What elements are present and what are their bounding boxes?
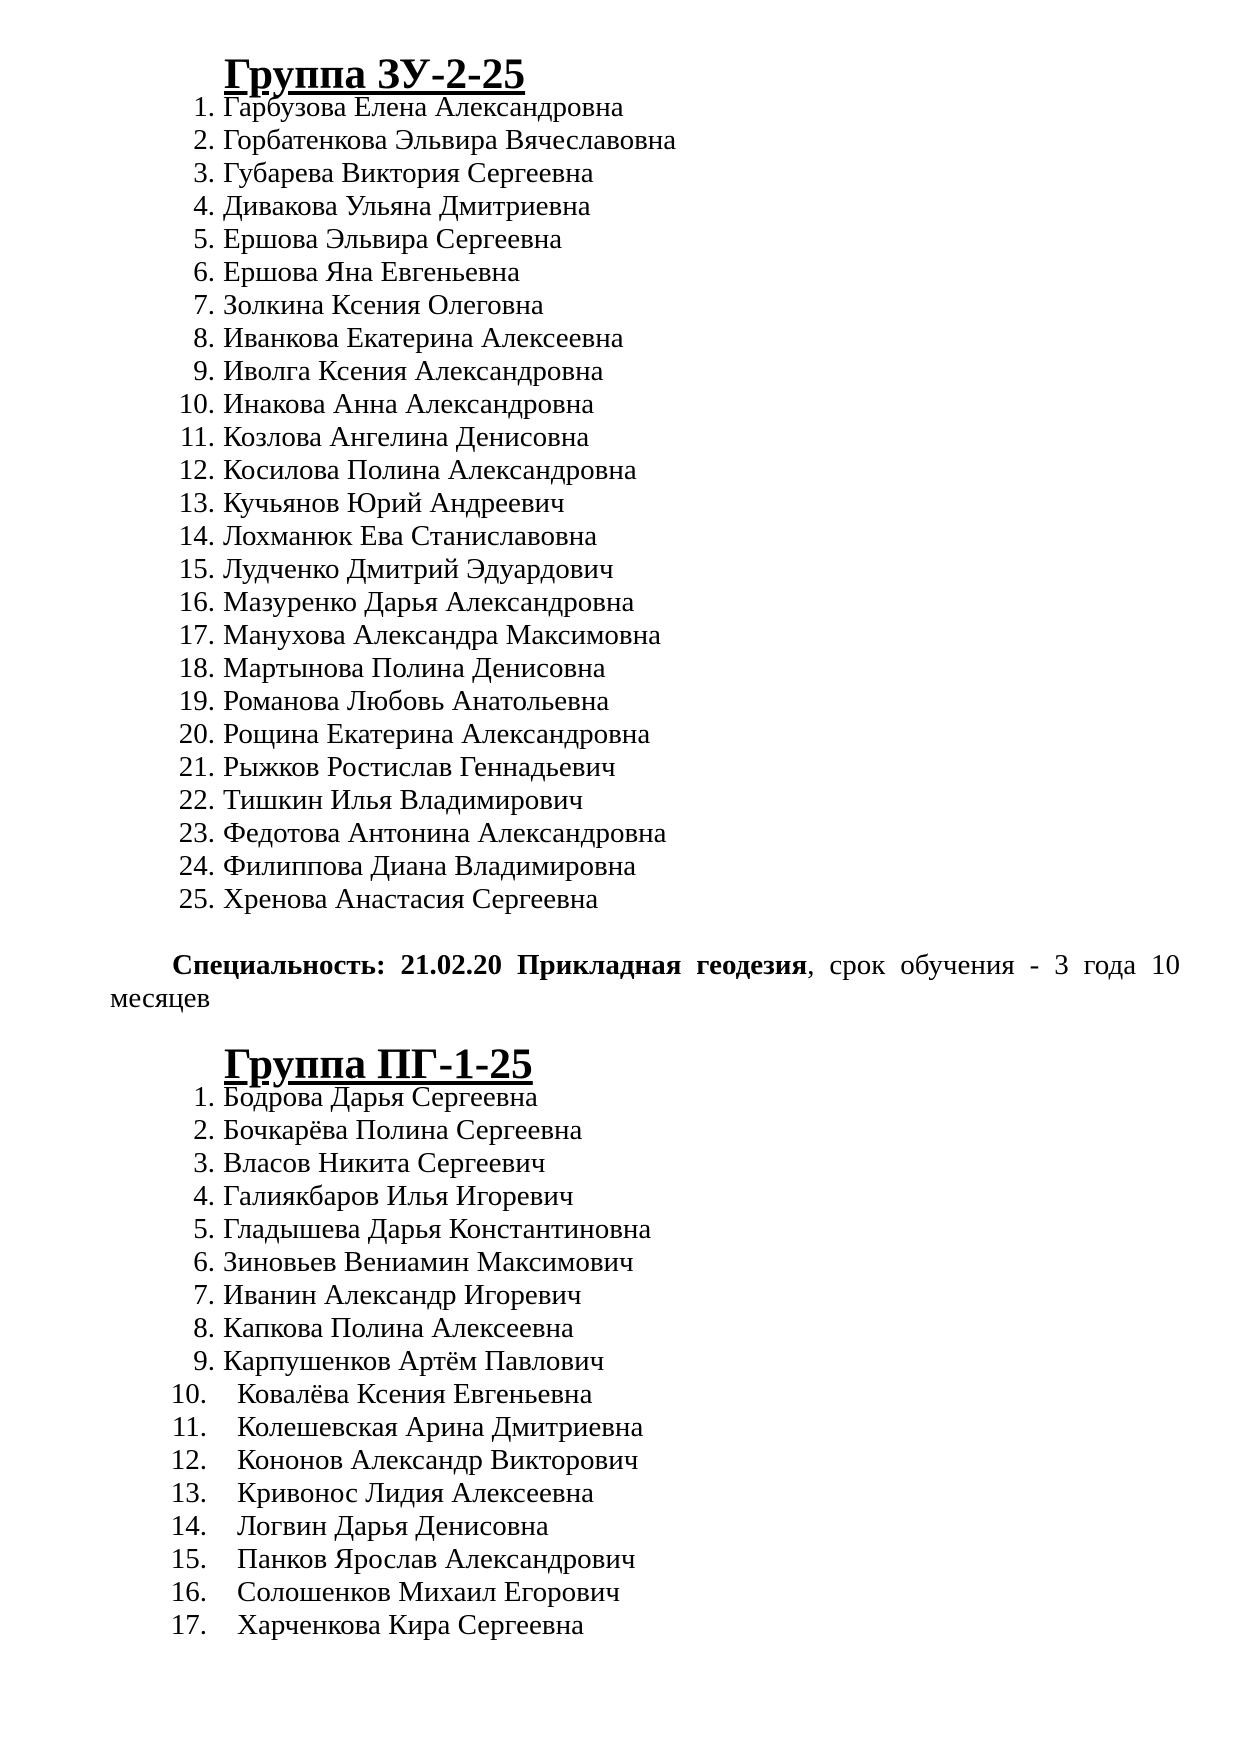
list-item (110, 322, 1180, 355)
list-item (110, 256, 1180, 289)
student-name: Харченкова Кира Сергеевна (237, 1609, 585, 1641)
list-item (110, 223, 1180, 256)
student-name: Ковалёва Ксения Евгеньевна (237, 1378, 593, 1410)
student-name: Иволга Ксения Александровна (223, 355, 604, 387)
student-name: Хренова Анастасия Сергеевна (223, 883, 599, 915)
group1-list (110, 91, 1180, 916)
student-name: Бочкарёва Полина Сергеевна (223, 1114, 583, 1146)
list-item-number: 4. (193, 190, 215, 222)
list-item (110, 553, 1180, 586)
student-name: Лохманюк Ева Станиславовна (223, 520, 598, 552)
list-item (110, 388, 1180, 421)
student-name: Галиякбаров Илья Игоревич (223, 1180, 574, 1212)
list-item-number: 8. (193, 1312, 215, 1344)
student-name: Дивакова Ульяна Дмитриевна (223, 190, 591, 222)
list-item-number: 14. (170, 1510, 207, 1542)
list-item (110, 685, 1180, 718)
list-item-number: 6. (193, 1246, 215, 1278)
list-item (110, 355, 1180, 388)
list-item-number: 6. (193, 256, 215, 288)
list-item (110, 1081, 1180, 1114)
list-item-number: 24. (178, 850, 215, 882)
list-item (110, 1477, 1180, 1510)
list-item (110, 817, 1180, 850)
list-item-number: 12. (178, 454, 215, 486)
list-item (110, 421, 1180, 454)
list-item (110, 454, 1180, 487)
list-item (110, 1444, 1180, 1477)
list-item-number: 15. (170, 1543, 207, 1575)
group1-title: Группа ЗУ-2-25 (224, 50, 526, 98)
list-item-number: 10. (170, 1378, 207, 1410)
list-item (110, 751, 1180, 784)
group2-list (110, 1081, 1180, 1642)
list-item-number: 10. (178, 388, 215, 420)
list-item-number: 1. (193, 1081, 215, 1113)
list-item (110, 1147, 1180, 1180)
student-name: Мартынова Полина Денисовна (223, 652, 606, 684)
group2-title: Группа ПГ-1-25 (224, 1040, 533, 1088)
list-item-number: 25. (178, 883, 215, 915)
student-name: Капкова Полина Алексеевна (223, 1312, 574, 1344)
student-name: Кононов Александр Викторович (237, 1444, 639, 1476)
list-item (110, 718, 1180, 751)
list-item-number: 1. (193, 91, 215, 123)
list-item (110, 619, 1180, 652)
student-name: Золкина Ксения Олеговна (223, 289, 544, 321)
specialty-line2: месяцев (110, 982, 211, 1014)
list-item-number: 4. (193, 1180, 215, 1212)
list-item (110, 1345, 1180, 1378)
list-item-number: 16. (170, 1576, 207, 1608)
student-name: Тишкин Илья Владимирович (223, 784, 584, 816)
student-name: Рыжков Ростислав Геннадьевич (223, 751, 616, 783)
list-item (110, 1411, 1180, 1444)
list-item (110, 91, 1180, 124)
list-item (110, 124, 1180, 157)
student-name: Зиновьев Вениамин Максимович (223, 1246, 634, 1278)
student-name: Панков Ярослав Александрович (237, 1543, 636, 1575)
list-item-number: 22. (178, 784, 215, 816)
student-name: Колешевская Арина Дмитриевна (237, 1411, 644, 1443)
list-item (110, 1312, 1180, 1345)
list-item (110, 1246, 1180, 1279)
student-name: Лудченко Дмитрий Эдуардович (223, 553, 614, 585)
student-name: Филиппова Диана Владимировна (223, 850, 637, 882)
list-item-number: 17. (170, 1609, 207, 1641)
specialty-regular-text: , срок обучения - 3 года 10 (807, 949, 1180, 981)
list-item-number: 12. (170, 1444, 207, 1476)
student-name: Ершова Яна Евгеньевна (223, 256, 520, 288)
list-item (110, 289, 1180, 322)
list-item-number: 17. (178, 619, 215, 651)
student-name: Рощина Екатерина Александровна (223, 718, 651, 750)
student-name: Мазуренко Дарья Александровна (223, 586, 635, 618)
list-item-number: 23. (178, 817, 215, 849)
list-item-number: 20. (178, 718, 215, 750)
list-item (110, 1279, 1180, 1312)
list-item (110, 157, 1180, 190)
student-name: Федотова Антонина Александровна (223, 817, 667, 849)
list-item (110, 784, 1180, 817)
student-name: Губарева Виктория Сергеевна (223, 157, 594, 189)
specialty-paragraph (110, 949, 1180, 1015)
student-name: Инакова Анна Александровна (223, 388, 595, 420)
list-item-number: 7. (193, 1279, 215, 1311)
list-item-number: 18. (178, 652, 215, 684)
list-item-number: 13. (178, 487, 215, 519)
list-item-number: 7. (193, 289, 215, 321)
list-item (110, 652, 1180, 685)
student-name: Логвин Дарья Денисовна (237, 1510, 549, 1542)
student-name: Гарбузова Елена Александровна (223, 91, 624, 123)
list-item (110, 1114, 1180, 1147)
student-name: Кучьянов Юрий Андреевич (223, 487, 565, 519)
list-item-number: 11. (179, 421, 215, 453)
list-item-number: 19. (178, 685, 215, 717)
list-item (110, 883, 1180, 916)
list-item (110, 1576, 1180, 1609)
list-item-number: 2. (193, 124, 215, 156)
student-name: Косилова Полина Александровна (223, 454, 637, 486)
list-item (110, 1180, 1180, 1213)
student-name: Солошенков Михаил Егорович (237, 1576, 620, 1608)
list-item-number: 14. (178, 520, 215, 552)
list-item-number: 16. (178, 586, 215, 618)
list-item-number: 3. (193, 157, 215, 189)
student-name: Козлова Ангелина Денисовна (223, 421, 590, 453)
specialty-line1 (110, 949, 1180, 982)
list-item (110, 850, 1180, 883)
student-name: Бодрова Дарья Сергеевна (223, 1081, 538, 1113)
student-name: Ершова Эльвира Сергеевна (223, 223, 563, 255)
list-item (110, 487, 1180, 520)
student-name: Власов Никита Сергеевич (223, 1147, 546, 1179)
student-name: Романова Любовь Анатольевна (223, 685, 610, 717)
specialty-bold-text: Специальность: 21.02.20 Прикладная геодезия (172, 949, 808, 981)
list-item (110, 1543, 1180, 1576)
list-item-number: 2. (193, 1114, 215, 1146)
student-name: Карпушенков Артём Павлович (223, 1345, 605, 1377)
list-item-number: 8. (193, 322, 215, 354)
list-item (110, 1213, 1180, 1246)
list-item-number: 3. (193, 1147, 215, 1179)
list-item (110, 1378, 1180, 1411)
list-item-number: 9. (193, 1345, 215, 1377)
list-item (110, 520, 1180, 553)
list-item-number: 15. (178, 553, 215, 585)
student-name: Гладышева Дарья Константиновна (223, 1213, 652, 1245)
list-item (110, 586, 1180, 619)
list-item-number: 9. (193, 355, 215, 387)
list-item (110, 190, 1180, 223)
list-item-number: 11. (171, 1411, 207, 1443)
student-name: Иванкова Екатерина Алексеевна (223, 322, 624, 354)
list-item-number: 5. (193, 1213, 215, 1245)
list-item-number: 21. (178, 751, 215, 783)
student-name: Кривонос Лидия Алексеевна (237, 1477, 594, 1509)
student-name: Манухова Александра Максимовна (223, 619, 662, 651)
student-name: Горбатенкова Эльвира Вячеславовна (223, 124, 677, 156)
list-item (110, 1510, 1180, 1543)
list-item-number: 5. (193, 223, 215, 255)
list-item-number: 13. (170, 1477, 207, 1509)
list-item (110, 1609, 1180, 1642)
student-name: Иванин Александр Игоревич (223, 1279, 582, 1311)
